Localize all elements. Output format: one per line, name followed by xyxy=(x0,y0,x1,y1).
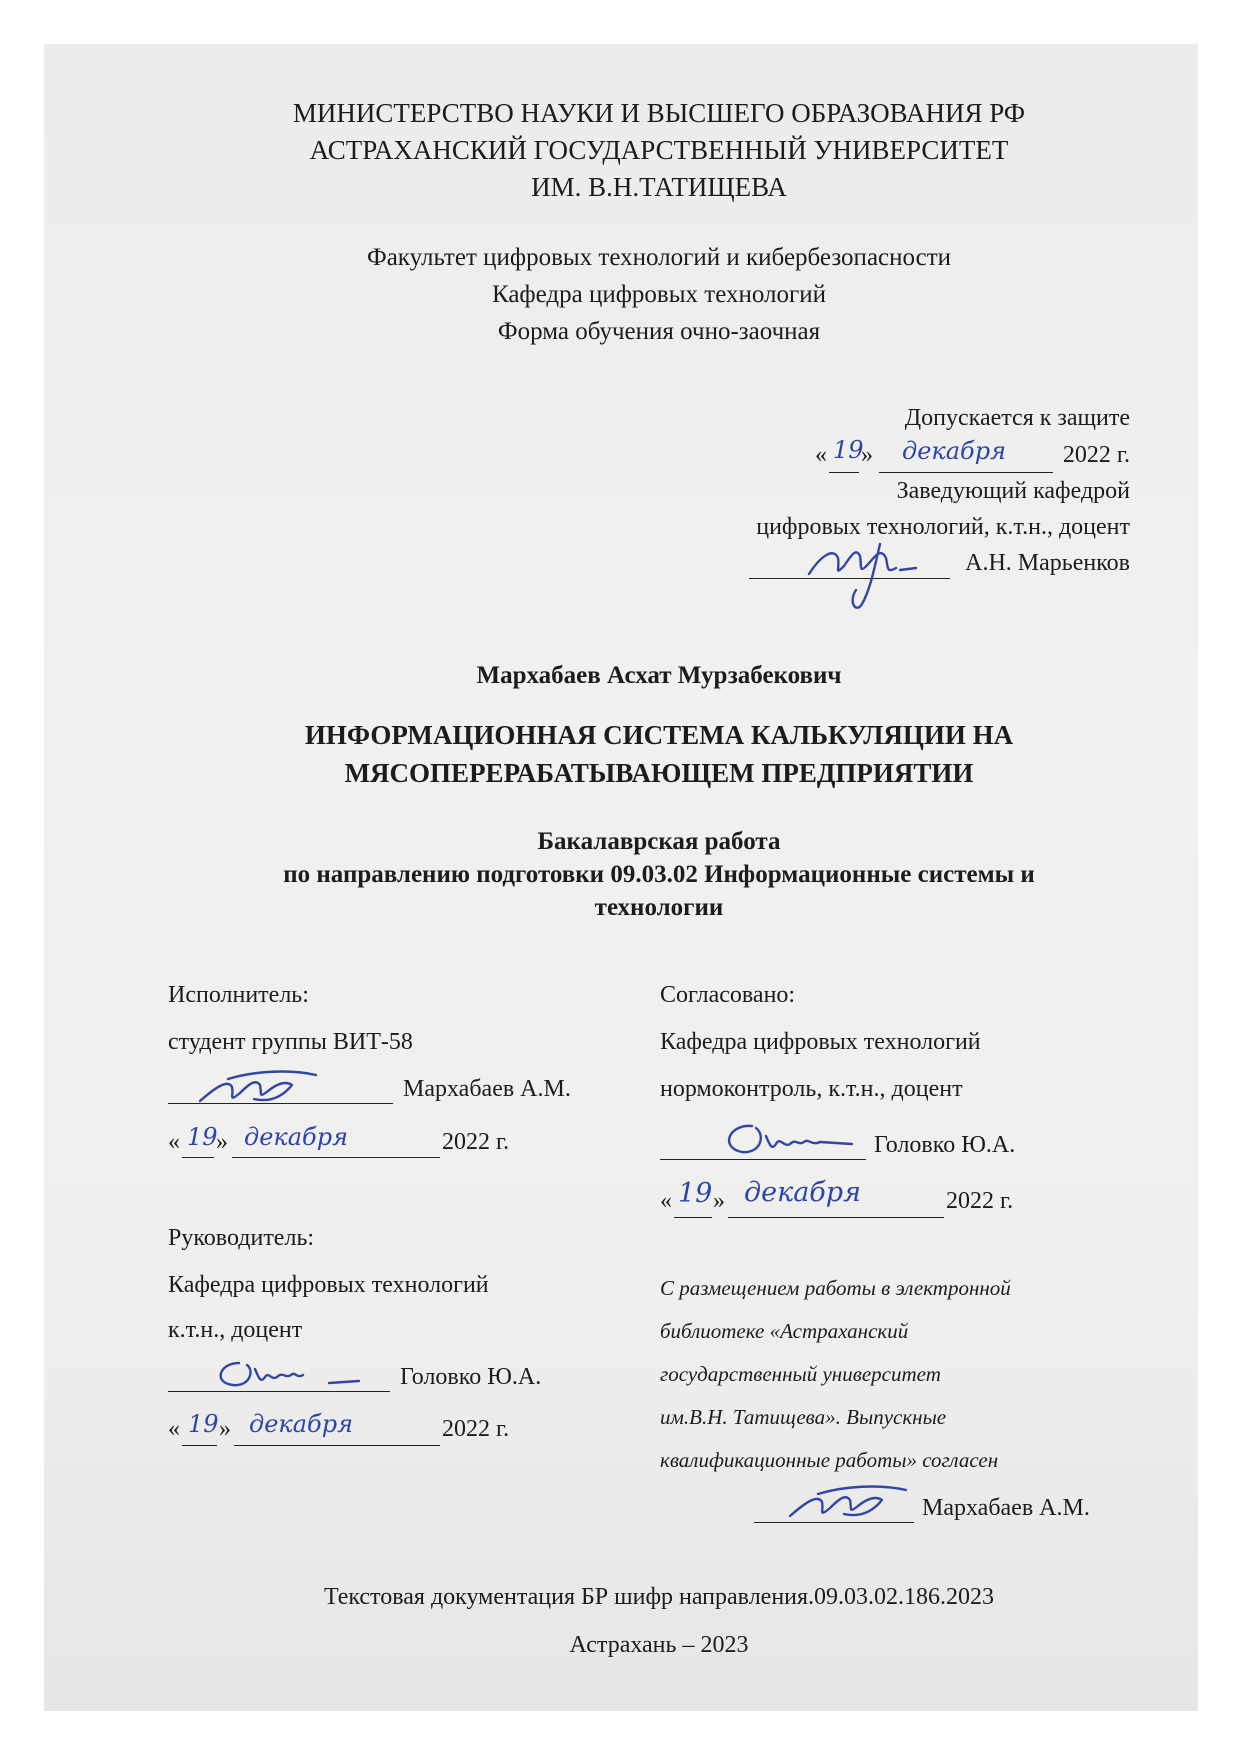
university-heading: АСТРАХАНСКИЙ ГОСУДАРСТВЕННЫЙ УНИВЕРСИТЕТ xyxy=(309,135,1009,165)
approval-date-month: декабря xyxy=(902,437,1006,465)
consent-line-2: библиотеке «Астраханский xyxy=(660,1319,909,1343)
supervisor-degree: к.т.н., доцент xyxy=(168,1317,303,1343)
work-type: Бакалаврская работа xyxy=(537,828,781,855)
executor-date-month: декабря xyxy=(244,1123,348,1151)
head-of-department-name: А.Н. Марьенков xyxy=(965,550,1130,576)
agreed-date-close-quote: » xyxy=(713,1188,725,1214)
study-form: Форма обучения очно-заочная xyxy=(497,318,821,345)
ministry-heading: МИНИСТЕРСТВО НАУКИ И ВЫСШЕГО ОБРАЗОВАНИЯ РФ xyxy=(292,98,1026,128)
consent-name: Мархабаев А.М. xyxy=(922,1495,1090,1521)
executor-signature-icon xyxy=(194,1059,324,1119)
approval-date-year: 2022 г. xyxy=(1062,442,1130,468)
head-signature-icon xyxy=(804,524,924,614)
agreed-date-year: 2022 г. xyxy=(946,1188,1014,1214)
executor-date-year: 2022 г. xyxy=(442,1129,510,1155)
admitted-to-defense: Допускается к защите xyxy=(904,405,1130,431)
agreed-date-month: декабря xyxy=(744,1177,861,1208)
agreed-label: Согласовано: xyxy=(660,982,796,1008)
executor-date-close-quote: » xyxy=(216,1129,228,1155)
agreed-day-underline xyxy=(674,1217,712,1218)
consent-line-1: С размещением работы в электронной xyxy=(660,1276,1011,1300)
department-name: Кафедра цифровых технологий xyxy=(491,281,827,308)
agreed-month-underline xyxy=(728,1217,944,1218)
executor-group: студент группы ВИТ-58 xyxy=(168,1029,413,1055)
approval-date-close-quote: » xyxy=(861,442,873,468)
consent-line-4: им.В.Н. Татищева». Выпускные xyxy=(660,1405,947,1429)
direction-line-1: по направлению подготовки 09.03.02 Информационные системы и xyxy=(283,861,1035,888)
executor-label: Исполнитель: xyxy=(168,982,309,1008)
agreed-date-day: 19 xyxy=(678,1178,713,1209)
supervisor-month-underline xyxy=(234,1445,440,1446)
approval-date-open-quote: « xyxy=(815,442,827,468)
supervisor-label: Руководитель: xyxy=(168,1225,315,1251)
supervisor-date-month: декабря xyxy=(249,1410,353,1438)
author-full-name: Мархабаев Асхат Мурзабекович xyxy=(476,662,842,689)
university-named-after: ИМ. В.Н.ТАТИЩЕВА xyxy=(531,172,787,202)
executor-date-open-quote: « xyxy=(168,1129,180,1155)
approval-day-underline xyxy=(829,472,859,473)
document-page xyxy=(44,44,1198,1711)
supervisor-signature-icon xyxy=(199,1349,369,1404)
consent-line-5: квалификационные работы» согласен xyxy=(660,1448,999,1472)
supervisor-department: Кафедра цифровых технологий xyxy=(168,1272,489,1298)
supervisor-date-day: 19 xyxy=(188,1410,219,1438)
city-and-year: Астрахань – 2023 xyxy=(569,1632,749,1658)
executor-date-day: 19 xyxy=(187,1123,218,1151)
consent-line-3: государственный университет xyxy=(660,1362,941,1386)
consent-signature-icon xyxy=(784,1474,914,1534)
thesis-title-line-1: ИНФОРМАЦИОННАЯ СИСТЕМА КАЛЬКУЛЯЦИИ НА xyxy=(304,720,1014,750)
agreed-date-open-quote: « xyxy=(660,1188,672,1214)
approval-date-day: 19 xyxy=(833,436,864,464)
supervisor-day-underline xyxy=(182,1445,217,1446)
faculty-name: Факультет цифровых технологий и кибербезопасности xyxy=(366,244,952,271)
supervisor-date-year: 2022 г. xyxy=(442,1416,510,1442)
supervisor-date-close-quote: » xyxy=(219,1416,231,1442)
executor-day-underline xyxy=(182,1157,214,1158)
direction-line-2: технологии xyxy=(594,894,724,921)
documentation-code: Текстовая документация БР шифр направления.09.03.02.186.2023 xyxy=(323,1584,995,1610)
thesis-title-line-2: МЯСОПЕРЕРАБАТЫВАЮЩЕМ ПРЕДПРИЯТИИ xyxy=(344,758,974,788)
agreed-department: Кафедра цифровых технологий xyxy=(660,1029,981,1055)
supervisor-date-open-quote: « xyxy=(168,1416,180,1442)
head-of-department-title: Заведующий кафедрой xyxy=(896,478,1130,504)
supervisor-name: Головко Ю.А. xyxy=(400,1364,542,1390)
agreed-signature-icon xyxy=(704,1114,864,1169)
executor-month-underline xyxy=(232,1157,440,1158)
agreed-role: нормоконтроль, к.т.н., доцент xyxy=(660,1076,963,1102)
approval-month-underline xyxy=(879,472,1053,473)
head-of-department-position: цифровых технологий, к.т.н., доцент xyxy=(756,514,1130,540)
executor-name: Мархабаев А.М. xyxy=(403,1076,571,1102)
agreed-name: Головко Ю.А. xyxy=(874,1132,1016,1158)
